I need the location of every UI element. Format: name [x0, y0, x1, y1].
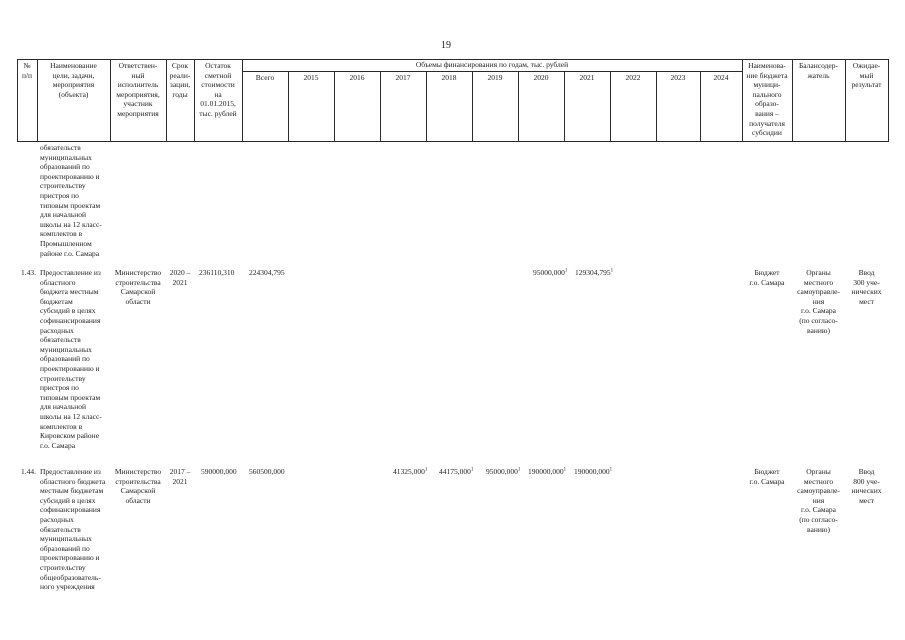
header-year-2019: 2019 — [487, 73, 503, 82]
row-budget: Бюджет г.о. Самара — [749, 268, 785, 287]
row-holder: Органы местного самоуправле- ния г.о. Самара (по согласо- ванию) — [797, 268, 840, 335]
header-period: Срок реали- зации, годы — [169, 61, 191, 99]
header-year-2018: 2018 — [441, 73, 457, 82]
row-executor: Министерство строительства Самарской области — [114, 467, 162, 505]
header-year-2016: 2016 — [349, 73, 365, 82]
header-holder: Балансодер- жатель — [798, 61, 839, 80]
header-executor: Ответствен- ный исполнитель мероприятия, участник мероприятия — [116, 61, 160, 118]
row-balance: 590000,000 — [201, 467, 237, 476]
row-2020: 95000,000$^1$ — [533, 268, 568, 277]
header-year-2024: 2024 — [713, 73, 729, 82]
year-row-rule — [242, 71, 742, 72]
header-year-2021: 2021 — [579, 73, 595, 82]
row-2019: 95000,000$^1$ — [486, 467, 521, 476]
row-num: 1.44. — [21, 467, 36, 476]
row-2021: 190000,000$^1$ — [574, 467, 613, 476]
header-funding-group: Объемы финансирования по годам, тыс. рублей — [415, 60, 569, 69]
page-number: 19 — [441, 40, 451, 51]
header-balance: Остаток сметной стоимости на 01.01.2015, тыс. рублей — [199, 61, 237, 118]
header-year-2020: 2020 — [533, 73, 549, 82]
row-budget: Бюджет г.о. Самара — [749, 467, 785, 486]
row-holder: Органы местного самоуправле- ния г.о. Самара (по согласо- ванию) — [797, 467, 840, 534]
continuation-name: обязательств муниципальных образований по проектированию и строительству пристроя по типовым проектам для начальной школы на 12 класс- комплектов в Промышленном районе г.о. Самара — [40, 143, 102, 258]
header-result: Ожидае- мый результат — [851, 61, 882, 90]
header-num: № п/п — [21, 61, 33, 80]
row-2017: 41325,000$^1$ — [393, 467, 428, 476]
row-result: Ввод 800 уче- нических мест — [851, 467, 882, 505]
header-budget: Наименова- ние бюджета муници- пального образо- вания – получателя субсидии — [746, 61, 788, 138]
row-balance: 236110,310 — [199, 268, 235, 277]
row-2018: 44175,000$^1$ — [439, 467, 474, 476]
row-2021: 129304,795$^1$ — [575, 268, 614, 277]
row-2020: 190000,000$^1$ — [528, 467, 567, 476]
row-executor: Министерство строительства Самарской области — [114, 268, 162, 306]
header-year-2023: 2023 — [670, 73, 686, 82]
header-year-2022: 2022 — [625, 73, 641, 82]
row-period: 2017 – 2021 — [169, 467, 191, 486]
row-total: 224304,795 — [249, 268, 285, 277]
row-name: Предоставление из областного бюджета местным бюджетам субсидий в целях софинансирования расходных обязательств муниципальных образований по проектированию и строительству общеобразователь- ного учреждения — [40, 467, 106, 592]
header-bottom-rule — [17, 141, 889, 142]
header-total: Всего — [255, 73, 275, 82]
header-year-2017: 2017 — [395, 73, 411, 82]
row-num: 1.43. — [21, 268, 36, 277]
header-year-2015: 2015 — [303, 73, 319, 82]
row-period: 2020 – 2021 — [169, 268, 191, 287]
row-total: 560500,000 — [249, 467, 285, 476]
header-name: Наименование цели, задачи, мероприятия (объекта) — [50, 61, 97, 99]
row-name: Предоставление из областного бюджета местным бюджетам субсидий в целях софинансирования расходных обязательств муниципальных образований по проектированию и строительству пристроя по типовым проектам для начальной школы на 12 класс- комплектов в Кировском районе г.о. Самара — [40, 268, 102, 450]
row-result: Ввод 300 уче- нических мест — [851, 268, 882, 306]
